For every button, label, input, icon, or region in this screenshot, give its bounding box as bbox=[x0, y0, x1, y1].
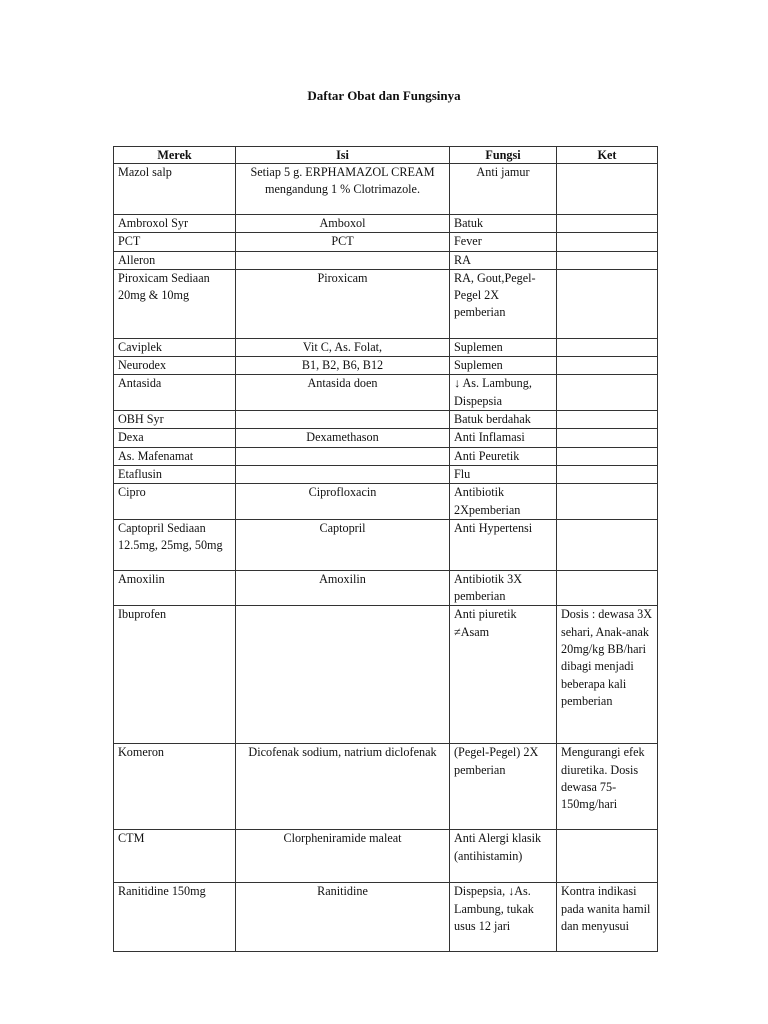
cell-isi bbox=[236, 606, 450, 744]
cell-ket: Kontra indikasi pada wanita hamil dan menyusui bbox=[557, 883, 658, 952]
table-row bbox=[114, 429, 658, 447]
cell-ket bbox=[557, 830, 658, 883]
table-row bbox=[114, 744, 658, 830]
cell-isi: Ciprofloxacin bbox=[236, 484, 450, 520]
cell-ket: Mengurangi efek diuretika. Dosis dewasa 75-150mg/hari bbox=[557, 744, 658, 830]
cell-ket bbox=[557, 233, 658, 251]
table-row bbox=[114, 269, 658, 338]
cell-isi: Antasida doen bbox=[236, 375, 450, 411]
cell-ket bbox=[557, 429, 658, 447]
cell-fungsi: Suplemen bbox=[450, 357, 557, 375]
cell-merek: Alleron bbox=[114, 251, 236, 269]
header-fungsi: Fungsi bbox=[450, 147, 557, 164]
cell-ket bbox=[557, 251, 658, 269]
cell-isi: Setiap 5 g. ERPHAMAZOL CREAM mengandung 1 % Clotrimazole. bbox=[236, 164, 450, 215]
table-row bbox=[114, 447, 658, 465]
table-row bbox=[114, 338, 658, 356]
cell-fungsi: Anti Peuretik bbox=[450, 447, 557, 465]
cell-fungsi: Anti Alergi klasik (antihistamin) bbox=[450, 830, 557, 883]
cell-ket bbox=[557, 215, 658, 233]
table-row bbox=[114, 411, 658, 429]
cell-isi: Piroxicam bbox=[236, 269, 450, 338]
cell-fungsi: Antibiotik 2Xpemberian bbox=[450, 484, 557, 520]
cell-ket bbox=[557, 570, 658, 606]
cell-merek: Amoxilin bbox=[114, 570, 236, 606]
cell-merek: Ibuprofen bbox=[114, 606, 236, 744]
cell-merek: Mazol salp bbox=[114, 164, 236, 215]
cell-fungsi: Anti piuretik ≠Asam bbox=[450, 606, 557, 744]
cell-isi: Amboxol bbox=[236, 215, 450, 233]
cell-ket bbox=[557, 338, 658, 356]
cell-isi bbox=[236, 465, 450, 483]
cell-merek: Dexa bbox=[114, 429, 236, 447]
table-row bbox=[114, 830, 658, 883]
cell-isi: Ranitidine bbox=[236, 883, 450, 952]
page-title: Daftar Obat dan Fungsinya bbox=[307, 88, 461, 103]
cell-isi bbox=[236, 447, 450, 465]
cell-merek: Cipro bbox=[114, 484, 236, 520]
cell-isi: Vit C, As. Folat, bbox=[236, 338, 450, 356]
cell-fungsi: Anti jamur bbox=[450, 164, 557, 215]
table-row bbox=[114, 606, 658, 744]
table-header-row bbox=[114, 147, 658, 164]
cell-fungsi: RA bbox=[450, 251, 557, 269]
cell-ket bbox=[557, 375, 658, 411]
table-row bbox=[114, 484, 658, 520]
header-merek: Merek bbox=[114, 147, 236, 164]
table-row bbox=[114, 570, 658, 606]
cell-isi bbox=[236, 411, 450, 429]
cell-ket bbox=[557, 484, 658, 520]
cell-fungsi: ↓ As. Lambung, Dispepsia bbox=[450, 375, 557, 411]
cell-isi: Dexamethason bbox=[236, 429, 450, 447]
cell-fungsi: Fever bbox=[450, 233, 557, 251]
cell-ket: Dosis : dewasa 3X sehari, Anak-anak 20mg/kg BB/hari dibagi menjadi beberapa kali pemberian bbox=[557, 606, 658, 744]
cell-fungsi: Batuk berdahak bbox=[450, 411, 557, 429]
cell-fungsi: Anti Inflamasi bbox=[450, 429, 557, 447]
cell-ket bbox=[557, 411, 658, 429]
cell-isi: PCT bbox=[236, 233, 450, 251]
table-row bbox=[114, 215, 658, 233]
cell-merek: Neurodex bbox=[114, 357, 236, 375]
cell-fungsi: Anti Hypertensi bbox=[450, 519, 557, 570]
cell-ket bbox=[557, 519, 658, 570]
table-row bbox=[114, 465, 658, 483]
cell-isi: Captopril bbox=[236, 519, 450, 570]
cell-fungsi: Flu bbox=[450, 465, 557, 483]
cell-fungsi: Suplemen bbox=[450, 338, 557, 356]
cell-ket bbox=[557, 164, 658, 215]
cell-fungsi: (Pegel-Pegel) 2X pemberian bbox=[450, 744, 557, 830]
cell-merek: Ranitidine 150mg bbox=[114, 883, 236, 952]
cell-ket bbox=[557, 357, 658, 375]
cell-merek: Caviplek bbox=[114, 338, 236, 356]
cell-ket bbox=[557, 269, 658, 338]
table-row bbox=[114, 375, 658, 411]
cell-ket bbox=[557, 447, 658, 465]
cell-merek: Ambroxol Syr bbox=[114, 215, 236, 233]
table-row bbox=[114, 357, 658, 375]
header-ket: Ket bbox=[557, 147, 658, 164]
cell-merek: As. Mafenamat bbox=[114, 447, 236, 465]
cell-merek: Captopril Sediaan 12.5mg, 25mg, 50mg bbox=[114, 519, 236, 570]
cell-fungsi: Dispepsia, ↓As. Lambung, tukak usus 12 jari bbox=[450, 883, 557, 952]
header-isi: Isi bbox=[236, 147, 450, 164]
cell-merek: Etaflusin bbox=[114, 465, 236, 483]
table-row bbox=[114, 519, 658, 570]
cell-fungsi: Antibiotik 3X pemberian bbox=[450, 570, 557, 606]
drug-table bbox=[113, 146, 658, 952]
cell-merek: CTM bbox=[114, 830, 236, 883]
cell-merek: Piroxicam Sediaan 20mg & 10mg bbox=[114, 269, 236, 338]
cell-merek: PCT bbox=[114, 233, 236, 251]
cell-merek: Antasida bbox=[114, 375, 236, 411]
cell-isi: Dicofenak sodium, natrium diclofenak bbox=[236, 744, 450, 830]
cell-merek: OBH Syr bbox=[114, 411, 236, 429]
cell-isi: Amoxilin bbox=[236, 570, 450, 606]
table-row bbox=[114, 233, 658, 251]
table-row bbox=[114, 883, 658, 952]
table-row bbox=[114, 164, 658, 215]
cell-isi bbox=[236, 251, 450, 269]
cell-merek: Komeron bbox=[114, 744, 236, 830]
table-row bbox=[114, 251, 658, 269]
cell-fungsi: Batuk bbox=[450, 215, 557, 233]
cell-ket bbox=[557, 465, 658, 483]
cell-fungsi: RA, Gout,Pegel-Pegel 2X pemberian bbox=[450, 269, 557, 338]
cell-isi: B1, B2, B6, B12 bbox=[236, 357, 450, 375]
cell-isi: Clorpheniramide maleat bbox=[236, 830, 450, 883]
